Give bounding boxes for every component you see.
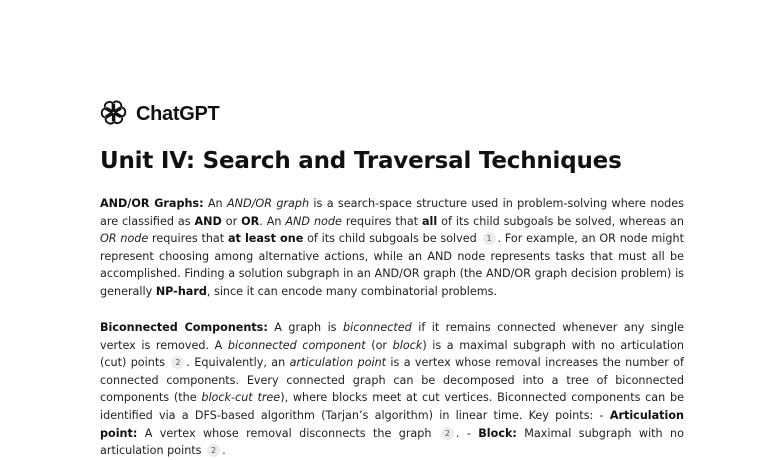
text-run: requires that [148, 232, 228, 246]
openai-logo-icon [100, 99, 127, 130]
text-run: Maximal subgraph with no articulation points [100, 426, 684, 458]
term-italic: AND node [285, 214, 342, 228]
term-bold: NP-hard [155, 284, 207, 298]
text-run: or [221, 214, 242, 228]
term-bold: Articulation point: [100, 408, 684, 440]
page-title: Unit IV: Search and Traversal Techniques [100, 148, 622, 174]
text-run: is a search-space structure used in problem-solving where nodes are classified as [100, 197, 684, 228]
term-bold: Block: [478, 426, 517, 440]
text-run: ) is a maximal subgraph with no articulation (cut) points [100, 338, 685, 370]
text-run: . An [259, 214, 286, 228]
text-run: ), where blocks meet at cut vertices. Biconnected components can be identified via a DFS-based algorithm (Tarjan’s algorithm) in linear time. Key points: - [100, 391, 684, 422]
text-run: requires that [341, 214, 422, 228]
brand-header [100, 99, 219, 130]
term-italic: OR node [100, 232, 149, 246]
term-italic: articulation point [289, 356, 387, 370]
text-run: . [222, 444, 226, 458]
citation-badge[interactable]: 2 [171, 356, 184, 369]
text-run: A vertex whose removal disconnects the graph [137, 426, 439, 440]
text-run: An [203, 197, 227, 210]
text-run: . Equivalently, an [186, 356, 290, 370]
paragraph-and-or-graphs [100, 195, 684, 301]
term-italic: AND/OR graph [227, 197, 310, 210]
term-bold: OR [241, 214, 260, 228]
text-run: . - [455, 426, 479, 440]
text-run: is a vertex whose removal increases the number of connected components. Every connected graph can be decomposed into a tree of biconnected components (the [100, 356, 684, 405]
term-italic: biconnected [342, 321, 412, 334]
term-italic: block-cut tree [201, 391, 281, 405]
text-run: A graph is [267, 321, 343, 334]
term-italic: block [392, 338, 423, 352]
citation-badge[interactable]: 2 [207, 444, 220, 457]
citation-badge[interactable]: 2 [441, 427, 454, 440]
citation-badge[interactable]: 1 [483, 232, 496, 245]
text-run: if it remains connected whenever any single vertex is removed. A [100, 321, 684, 352]
text-run: , since it can encode many combinatorial problems. [206, 284, 498, 298]
term-bold: all [422, 214, 438, 228]
text-run: . For example, an OR node might represent choosing among alternative actions, while an AND node represents tasks that must all be accomplished. Finding a solution subgraph in an AND/OR graph (the AND/OR graph decision problem) is generally [100, 232, 684, 298]
text-run: of its child subgoals be solved [303, 232, 481, 246]
term-heading: AND/OR Graphs: [100, 197, 204, 210]
term-heading: Biconnected Components: [100, 321, 268, 334]
term-italic: biconnected component [227, 338, 366, 352]
text-run: (or [365, 338, 393, 352]
text-run: of its child subgoals be solved, whereas an [437, 214, 684, 228]
term-bold: at least one [227, 232, 304, 246]
brand-name: ChatGPT [136, 103, 220, 125]
term-bold: AND [194, 214, 222, 228]
paragraph-biconnected-components [100, 319, 684, 460]
